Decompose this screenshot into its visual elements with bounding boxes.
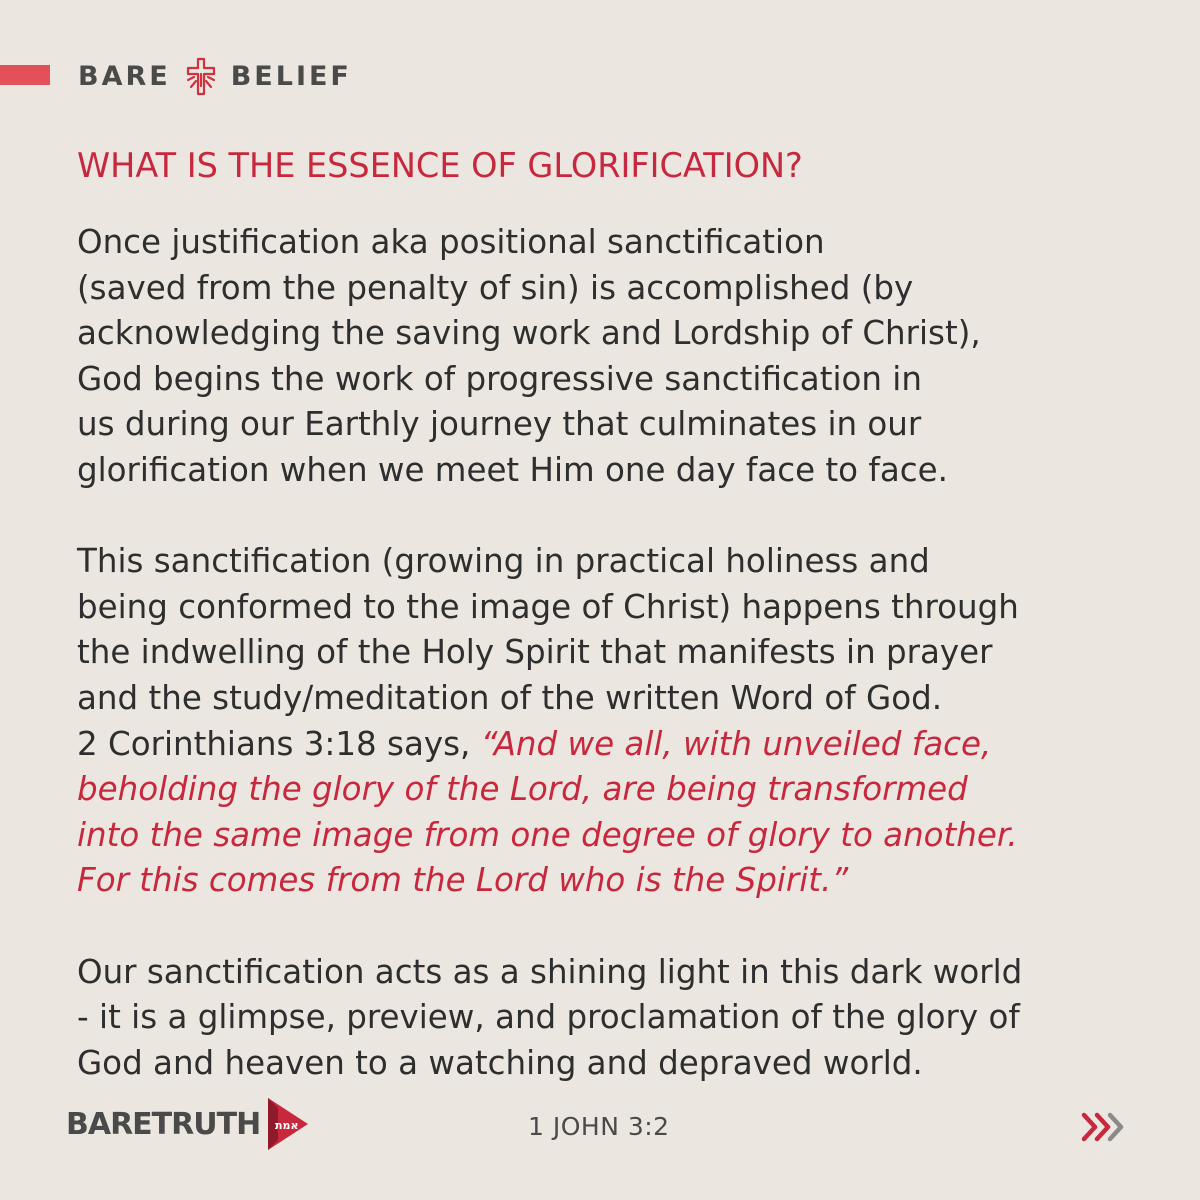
text-line: This sanctification (growing in practical holiness and [77, 542, 930, 581]
chevrons-right-icon[interactable] [1080, 1109, 1128, 1145]
text-line: being conformed to the image of Christ) happens through [77, 587, 1019, 626]
paragraph-gap [77, 904, 1167, 950]
scripture-quote-line: into the same image from one degree of glory to another. [77, 815, 1018, 854]
text-line: (saved from the penalty of sin) is accomplished (by [77, 268, 914, 307]
logo-badge-text: אמת [275, 1119, 299, 1132]
paragraph-3 [77, 950, 1167, 1087]
citation-intro: 2 Corinthians 3:18 says, [77, 724, 481, 763]
paragraph-gap [77, 494, 1167, 540]
baretruth-logo [66, 1092, 310, 1156]
brand-left-word: BARE [78, 60, 171, 92]
text-line: acknowledging the saving work and Lordship of Christ), [77, 314, 981, 353]
text-line: Once justification aka positional sanctification [77, 223, 825, 261]
cross-icon [183, 56, 219, 96]
text-line: God begins the work of progressive sanctification in [77, 359, 922, 398]
text-line: God and heaven to a watching and depraved world. [77, 1043, 923, 1082]
brand-right-word: BELIEF [230, 60, 352, 92]
scripture-quote-line: “And we all, with unveiled face, [480, 724, 992, 763]
brand-logo [78, 56, 352, 96]
text-line: - it is a glimpse, preview, and proclamation of the glory of [77, 998, 1020, 1037]
paragraph-1 [77, 220, 1167, 494]
body-text [77, 220, 1167, 1086]
page-title: WHAT IS THE ESSENCE OF GLORIFICATION? [77, 146, 803, 185]
text-line: us during our Earthly journey that culminates in our [77, 405, 922, 444]
scripture-quote-line: beholding the glory of the Lord, are being transformed [77, 770, 968, 809]
accent-bar [0, 65, 50, 85]
verse-reference: 1 JOHN 3:2 [528, 1112, 670, 1141]
text-line: the indwelling of the Holy Spirit that manifests in prayer [77, 633, 993, 672]
citation-line [77, 722, 1167, 768]
text-line: and the study/meditation of the written Word of God. [77, 678, 943, 717]
baretruth-logo-text: BARETRUTH [66, 1106, 261, 1142]
paragraph-2 [77, 539, 1167, 904]
scripture-quote-line: For this comes from the Lord who is the Spirit.” [77, 861, 849, 900]
text-line: Our sanctification acts as a shining light in this dark world [77, 952, 1023, 991]
text-line: glorification when we meet Him one day face to face. [77, 450, 948, 489]
play-badge-icon [266, 1094, 310, 1154]
